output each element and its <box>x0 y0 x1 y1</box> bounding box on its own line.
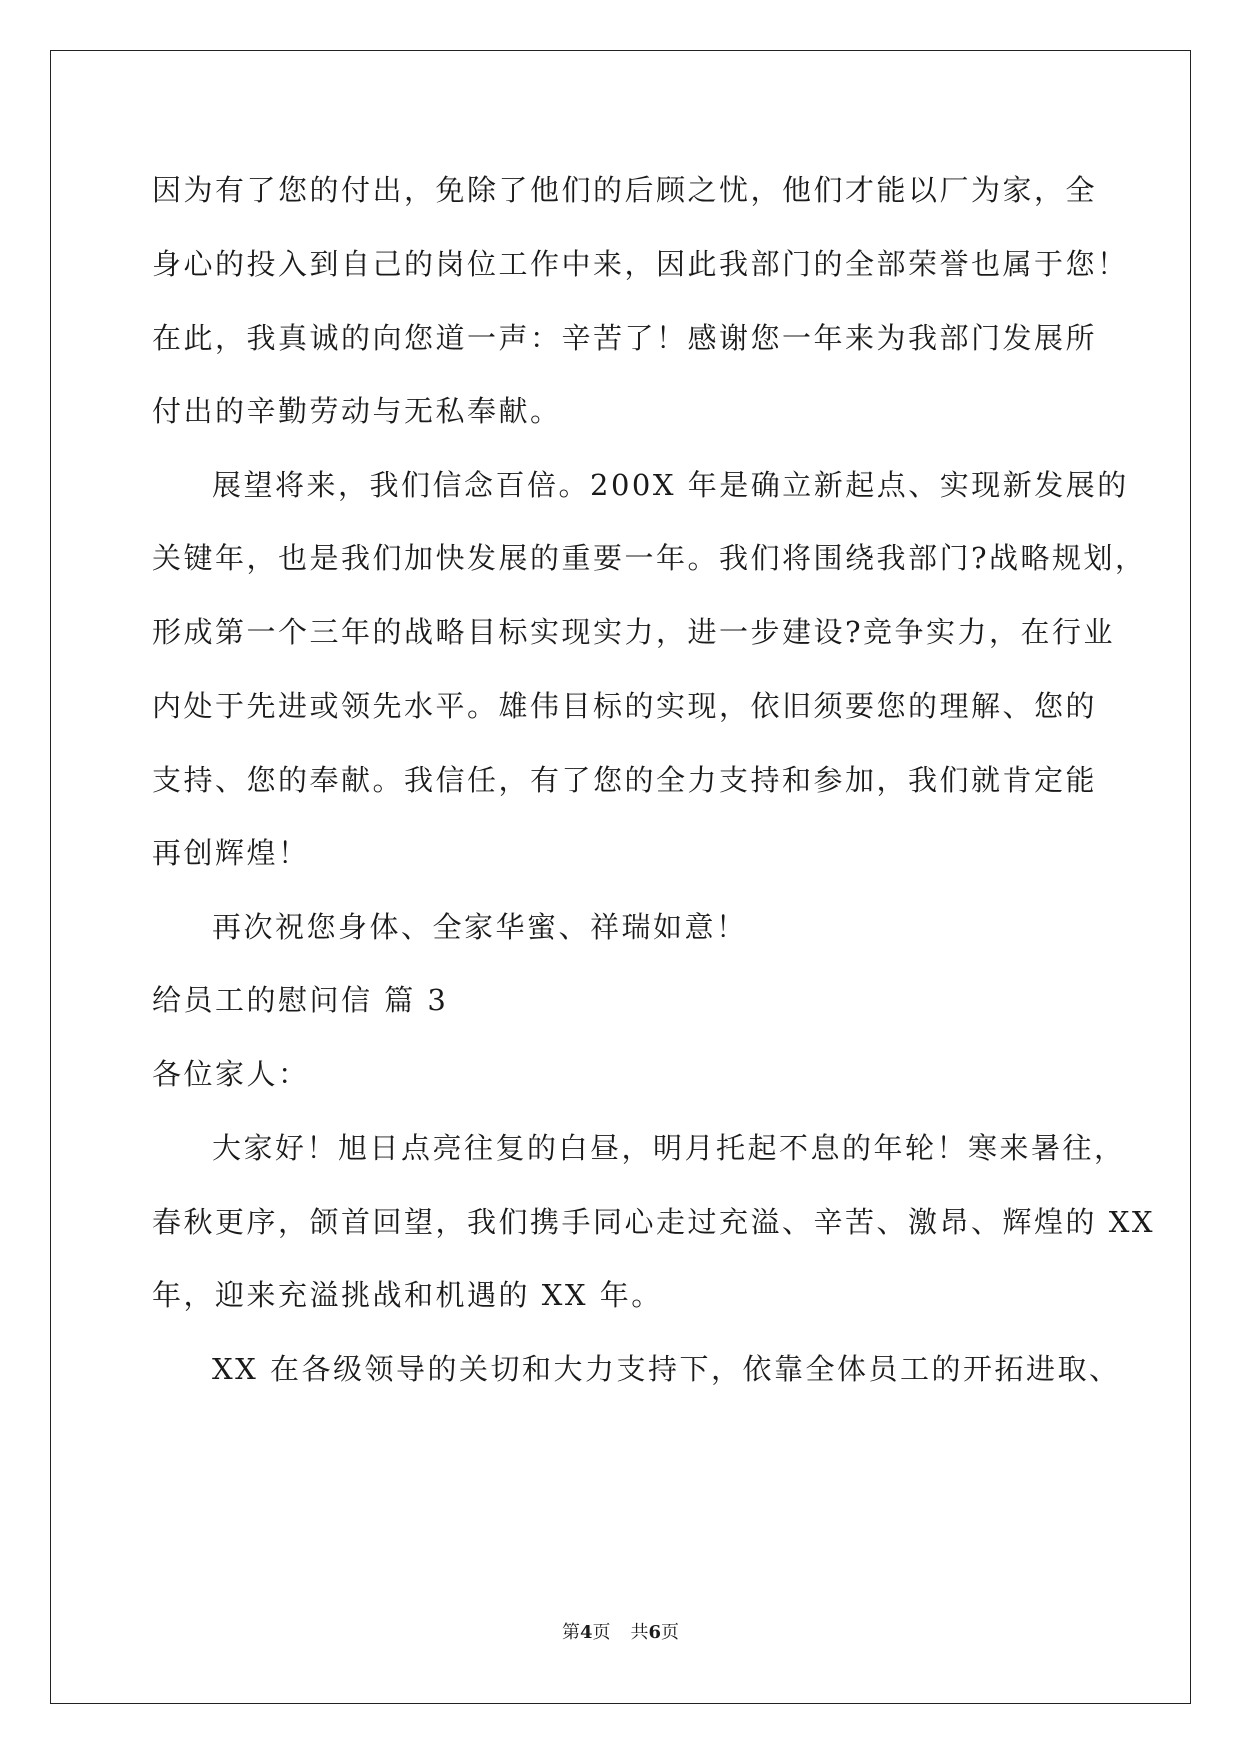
page-suffix: 页 <box>592 1622 611 1643</box>
text-line: XX 在各级领导的关切和大力支持下，依靠全体员工的开拓进取、 <box>212 1352 1121 1386</box>
text-line: 春秋更序，颌首回望，我们携手同心走过充溢、辛苦、激昂、辉煌的 XX <box>152 1205 1156 1239</box>
text-line: 再次祝您身体、全家华蜜、祥瑞如意！ <box>212 910 748 944</box>
text-line: 身心的投入到自己的岗位工作中来，因此我部门的全部荣誉也属于您！ <box>152 247 1129 281</box>
text-line: 关键年，也是我们加快发展的重要一年。我们将围绕我部门?战略规划， <box>152 541 1147 575</box>
text-line: 年，迎来充溢挑战和机遇的 XX 年。 <box>152 1278 663 1312</box>
text-line: 展望将来，我们信念百倍。200X 年是确立新起点、实现新发展的 <box>212 468 1129 502</box>
total-pages: 6 <box>648 1622 662 1643</box>
page-footer <box>0 1622 1241 1644</box>
text-line: 形成第一个三年的战略目标实现实力，进一步建设?竞争实力，在行业 <box>152 615 1116 649</box>
text-line: 付出的辛勤劳动与无私奉献。 <box>152 394 562 428</box>
text-line: 再创辉煌！ <box>152 836 310 870</box>
page-border <box>50 50 1191 1704</box>
section-heading: 给员工的慰问信 篇 3 <box>152 983 449 1017</box>
page-prefix: 第 <box>561 1622 580 1643</box>
page-number: 4 <box>579 1622 593 1643</box>
text-line: 在此，我真诚的向您道一声：辛苦了！感谢您一年来为我部门发展所 <box>152 321 1098 355</box>
salutation: 各位家人： <box>152 1057 310 1091</box>
text-line: 支持、您的奉献。我信任，有了您的全力支持和参加，我们就肯定能 <box>152 763 1098 797</box>
total-prefix: 共 <box>630 1622 649 1643</box>
text-line: 内处于先进或领先水平。雄伟目标的实现，依旧须要您的理解、您的 <box>152 689 1098 723</box>
total-suffix: 页 <box>661 1622 680 1643</box>
text-line: 因为有了您的付出，免除了他们的后顾之忧，他们才能以厂为家，全 <box>152 173 1098 207</box>
text-line: 大家好！旭日点亮往复的白昼，明月托起不息的年轮！寒来暑往， <box>212 1131 1126 1165</box>
